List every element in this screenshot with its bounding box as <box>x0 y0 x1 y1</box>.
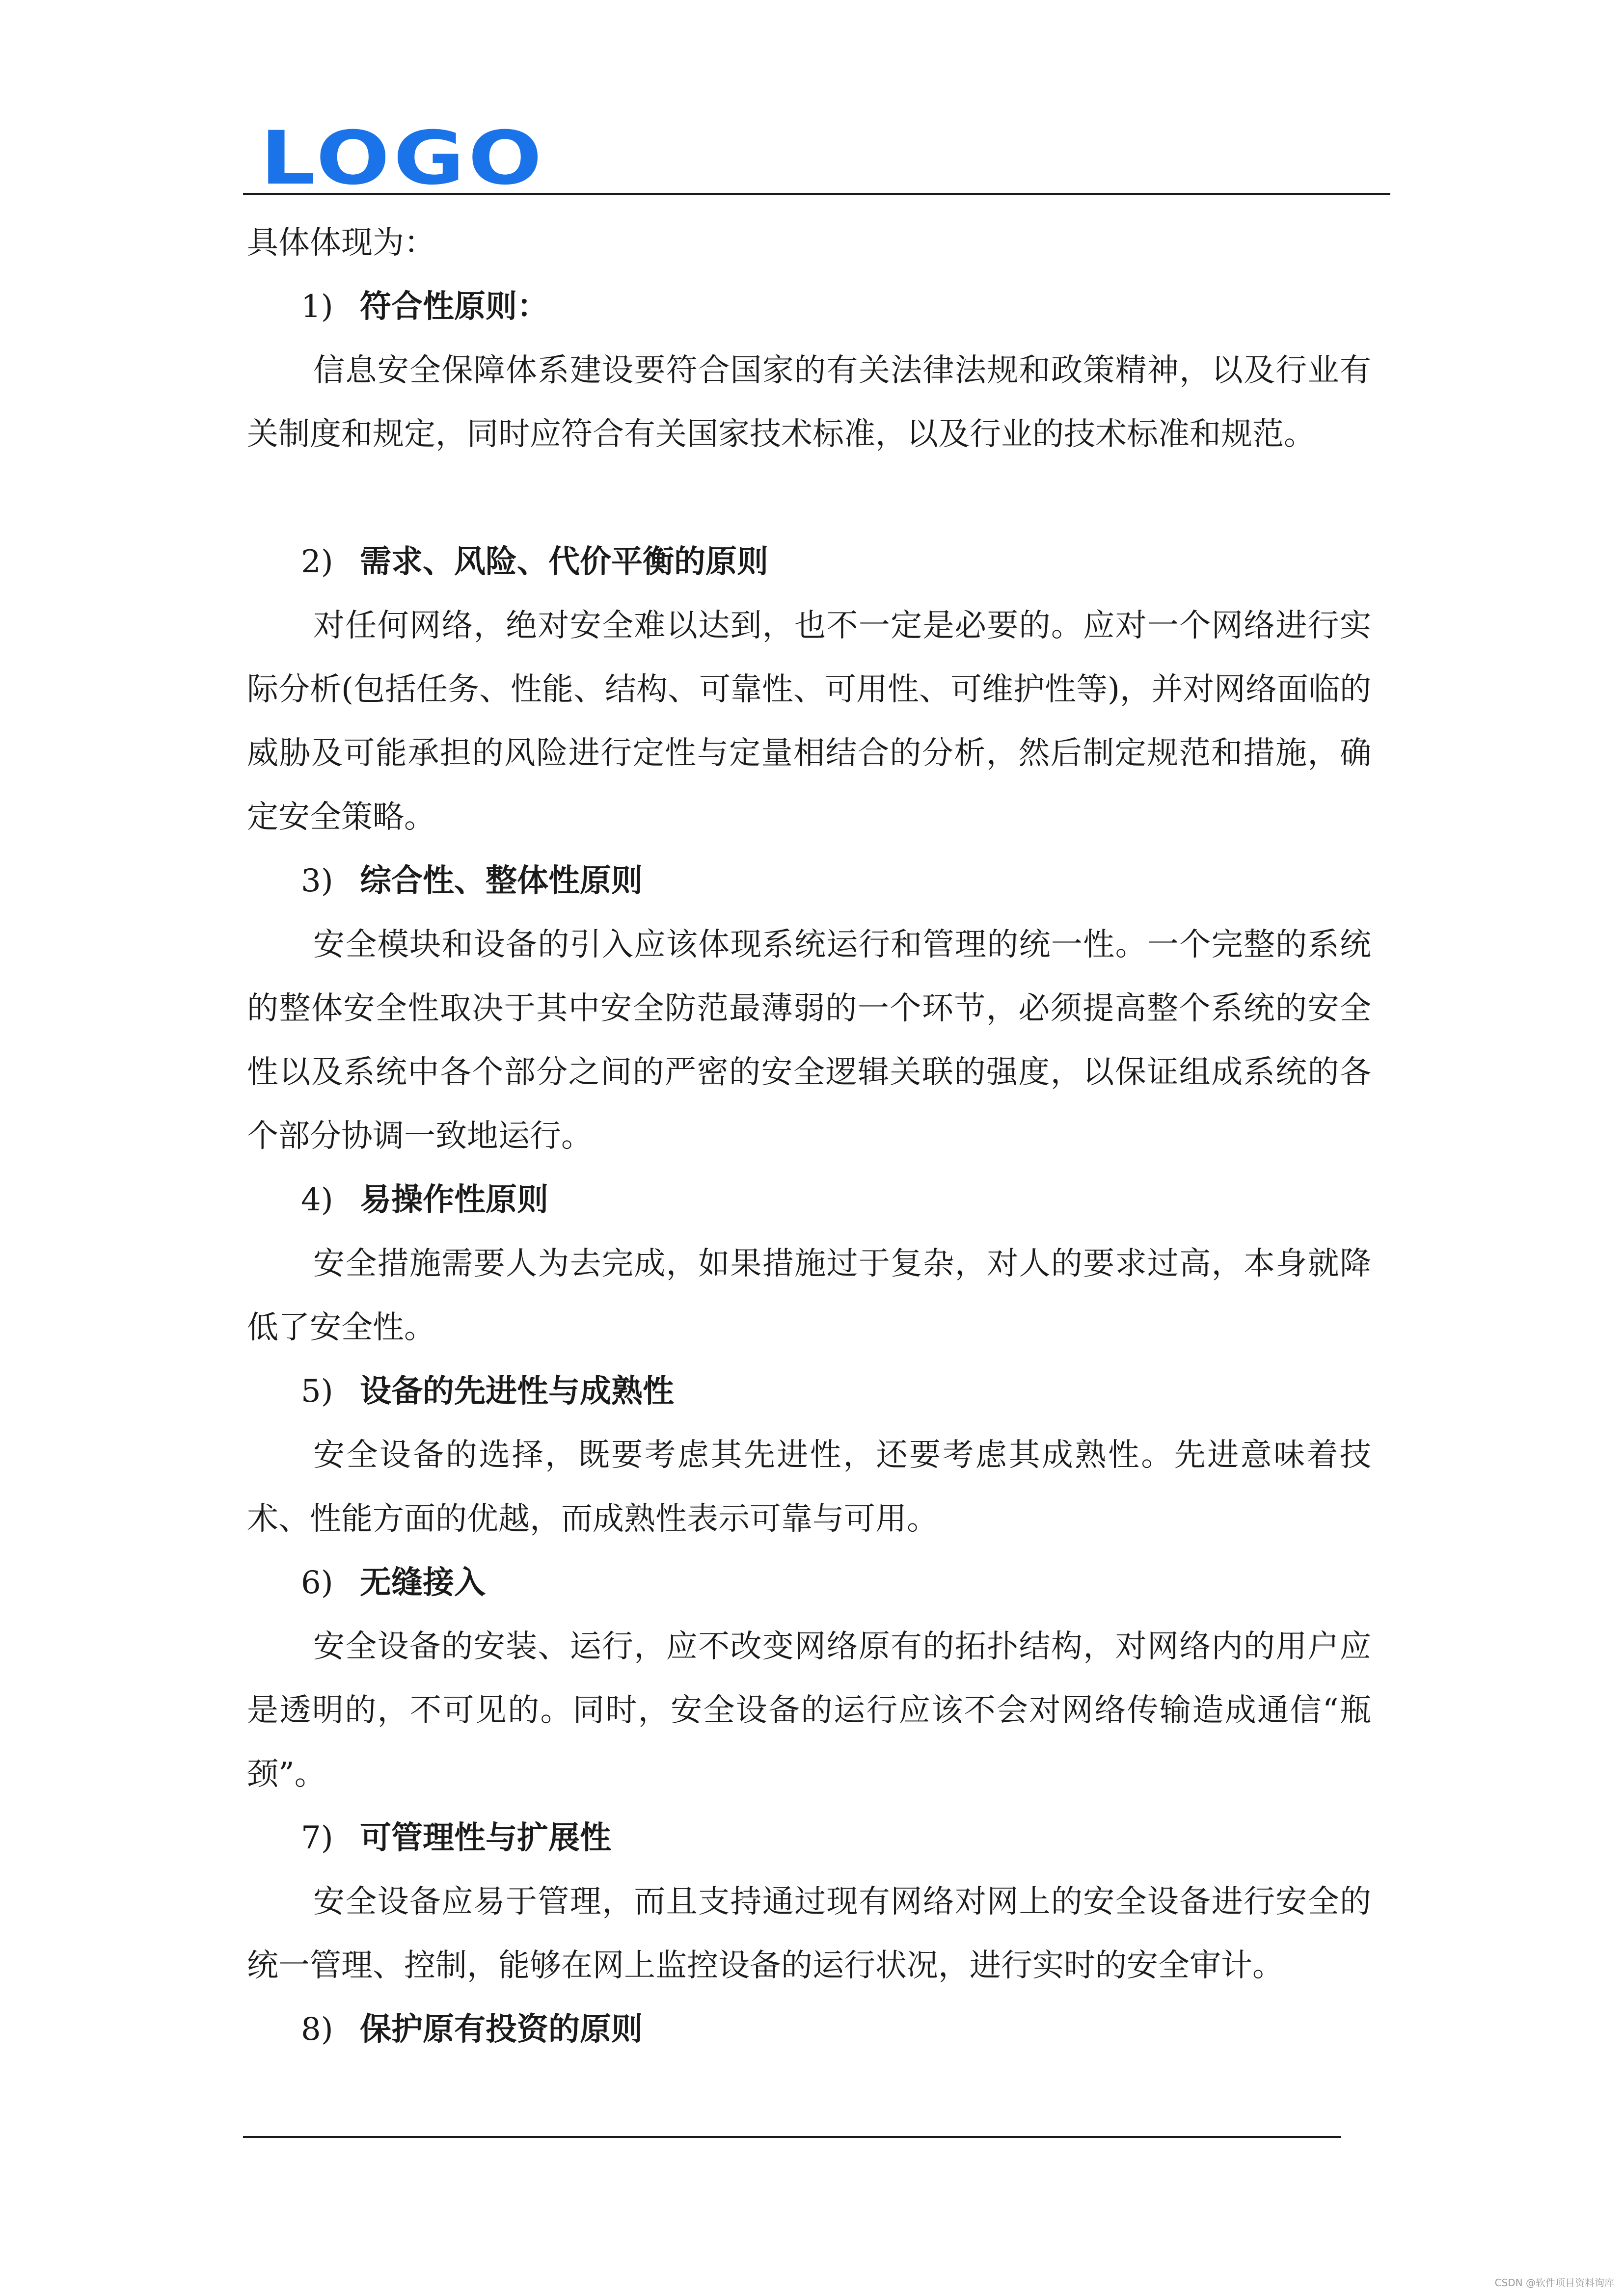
section-heading-3 <box>247 849 1371 913</box>
section-body-3: 安全模块和设备的引入应该体现系统运行和管理的统一性。一个完整的系统的整体安全性取决于其中安全防范最薄弱的一个环节，必须提高整个系统的安全性以及系统中各个部分之间的严密的安全逻辑关联的强度，以保证组成系统的各个部分协调一致地运行。 <box>247 927 1371 1154</box>
footer-divider <box>243 2136 1341 2138</box>
section-body-5: 安全设备的选择，既要考虑其先进性，还要考虑其成熟性。先进意味着技术、性能方面的优越，而成熟性表示可靠与可用。 <box>247 1437 1371 1537</box>
section-number-1: 1) <box>301 289 333 325</box>
section-heading-7 <box>247 1806 1371 1870</box>
section-number-5: 5) <box>301 1373 333 1410</box>
section-title-6: 无缝接入 <box>360 1565 486 1601</box>
section-number-8: 8) <box>301 2011 333 2048</box>
section-title-3: 综合性、整体性原则 <box>360 863 643 899</box>
section-heading-2 <box>247 530 1371 594</box>
intro-text: 具体体现为： <box>247 225 435 261</box>
section-number-6: 6) <box>301 1565 333 1601</box>
section-number-2: 2) <box>301 544 333 580</box>
section-body-6: 安全设备的安装、运行，应不改变网络原有的拓扑结构，对网络内的用户应是透明的，不可见的。同时，安全设备的运行应该不会对网络传输造成通信“瓶颈”。 <box>247 1629 1371 1792</box>
header-divider <box>243 193 1390 195</box>
section-number-3: 3) <box>301 863 333 899</box>
section-body-4: 安全措施需要人为去完成，如果措施过于复杂，对人的要求过高，本身就降低了安全性。 <box>247 1246 1371 1346</box>
section-title-2: 需求、风险、代价平衡的原则 <box>360 544 768 580</box>
logo: LOGO <box>260 116 546 201</box>
section-number-7: 7) <box>301 1820 333 1856</box>
section-heading-1 <box>247 275 1371 339</box>
section-body-7: 安全设备应易于管理，而且支持通过现有网络对网上的安全设备进行安全的统一管理、控制，能够在网上监控设备的运行状况，进行实时的安全审计。 <box>247 1884 1371 1984</box>
section-title-1: 符合性原则： <box>360 289 548 325</box>
section-heading-5 <box>247 1360 1371 1423</box>
section-title-7: 可管理性与扩展性 <box>360 1820 611 1856</box>
section-title-5: 设备的先进性与成熟性 <box>360 1373 674 1410</box>
document-body <box>247 211 1371 2061</box>
spacer <box>247 466 1371 530</box>
section-number-4: 4) <box>301 1182 333 1218</box>
section-title-8: 保护原有投资的原则 <box>360 2011 643 2048</box>
section-heading-6 <box>247 1551 1371 1615</box>
section-body-1: 信息安全保障体系建设要符合国家的有关法律法规和政策精神，以及行业有关制度和规定，同时应符合有关国家技术标准，以及行业的技术标准和规范。 <box>247 352 1371 453</box>
section-heading-8 <box>247 1998 1371 2061</box>
section-title-4: 易操作性原则 <box>360 1182 548 1218</box>
watermark: CSDN @软件项目资料询库 <box>1494 2277 1614 2289</box>
section-body-2: 对任何网络，绝对安全难以达到，也不一定是必要的。应对一个网络进行实际分析(包括任务、性能、结构、可靠性、可用性、可维护性等)，并对网络面临的威胁及可能承担的风险进行定性与定量相结合的分析，然后制定规范和措施，确定安全策略。 <box>247 608 1371 835</box>
section-heading-4 <box>247 1168 1371 1232</box>
